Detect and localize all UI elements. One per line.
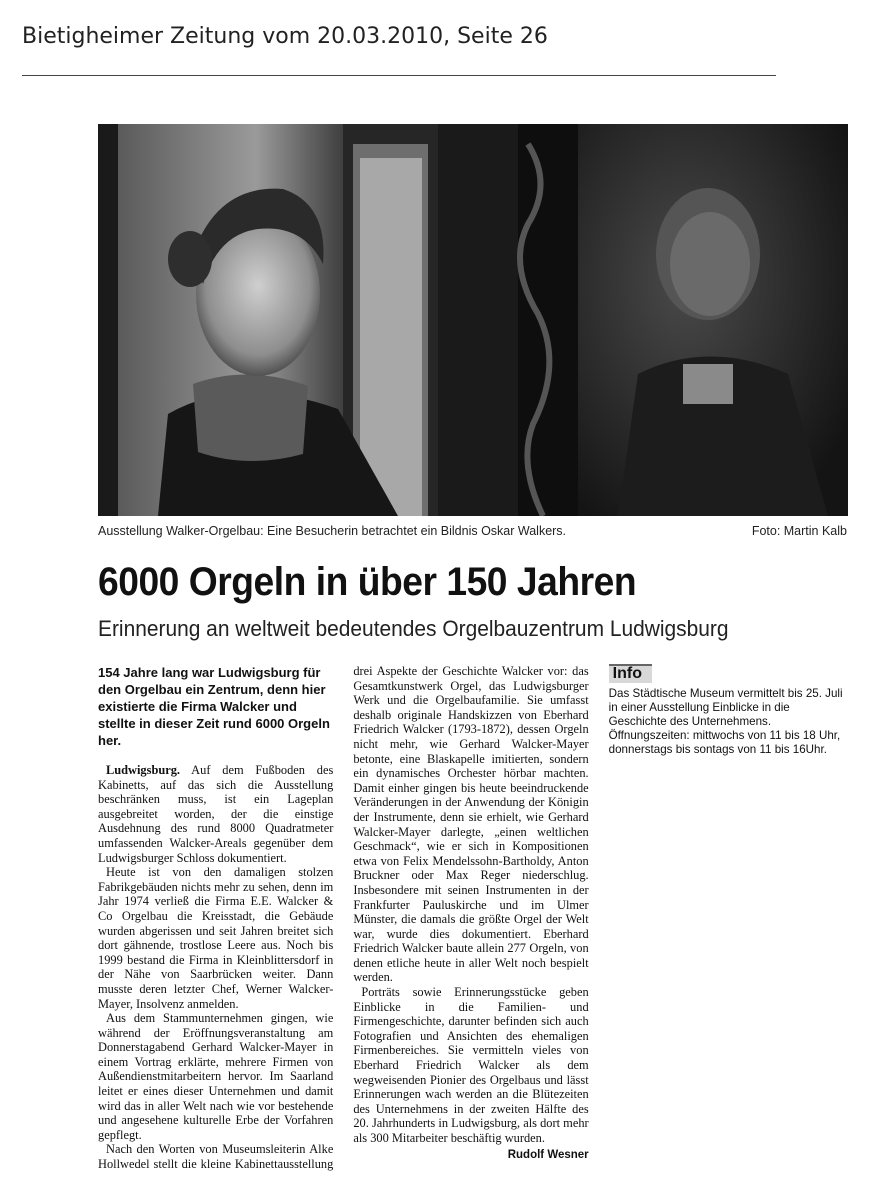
article-paragraph-text: Auf dem Fußboden des Kabinetts, auf das sich die Ausstellung beschränken muss, ist ein Lageplan ausgebreitet worden, der die einstige Ausdehnung des rund 8000 Quadratmeter umfassenden Walcker-Areals gegenüber dem Ludwigsburger Schloss dokumentiert. (98, 763, 334, 865)
article-paragraph: Aus dem Stammunternehmen gingen, wie während der Eröffnungsveranstaltung am Donnerstagabend Gerhard Walcker-Mayer in einem Vortrag erklärte, mehrere Firmen von Außendienstmitarbeitern hervor. Im Saarland leitet er eines dieser Unternehmen und damit wird das in aller Welt nach wie vor bestehende und angesehene kulturelle Erbe der Vorfahren gepflegt. (98, 1011, 334, 1142)
photo-credit: Foto: Martin Kalb (751, 524, 847, 538)
info-text: Das Städtische Museum vermittelt bis 25. Juli in einer Ausstellung Einblicke in die Geschichte des Unternehmens. Öffnungszeiten: mittwochs von 11 bis 18 Uhr, donnerstags bis sontags von 11 bis 16Uhr. (608, 686, 843, 756)
article-paragraph: Heute ist von den damaligen stolzen Fabrikgebäuden nichts mehr zu sehen, denn im Jahr 1974 verließ die Firma E.E. Walcker & Co Orgelbau die Kreisstadt, die Gebäude wurden abgerissen und seit Jahren breitet sich dort gähnende, trostlose Leere aus. Noch bis 1999 bestand die Firma in Kleinblittersdorf in der Nähe von Saarbrücken weiter. Dann musste deren letzter Chef, Werner Walcker-Mayer, Insolvenz anmelden. (98, 865, 334, 1011)
header-rule (22, 75, 776, 76)
article-author: Rudolf Wesner (507, 1148, 589, 1161)
info-title: Info (609, 664, 652, 683)
photo-caption: Ausstellung Walker-Orgelbau: Eine Besucherin betrachtet ein Bildnis Oskar Walkers. (98, 524, 567, 538)
article-body (98, 664, 844, 1180)
article-paragraph (98, 763, 333, 865)
info-box (609, 664, 844, 757)
photo-illustration (98, 124, 848, 516)
article-dateline: Ludwigsburg. (106, 763, 181, 777)
article-paragraph: Porträts sowie Erinnerungsstücke geben Einblicke in die Familien- und Firmengeschichte, darunter befinden sich auch Fotografien und Ansichten des ehemaligen Firmenbereiches. Sie vermitteln vieles von Eberhard Friedrich Walcker als dem wegweisenden Pionier des Orgelbaus und lässt Erinnerungen wach werden an die Blütezeiten des Unternehmens in der zweiten Hälfte des 20. Jahrhunderts in Ludwigsburg, als dort mehr als 300 Mitarbeiter beschäftig wurden. (353, 985, 589, 1145)
article-subheadline: Erinnerung an weltweit bedeutendes Orgelbauzentrum Ludwigsburg (98, 616, 729, 641)
article-paragraph: Nach den Worten von Museumsleiterin Alke Hollwedel stellt die kleine Kabinettausstellung drei Aspekte der Geschichte Walcker vor: das Gesamtkunstwerk Orgel, das Ludwigsburger Werk und die Orgelbaufamilie. Sie umfasst deshalb originale Handskizzen von Eberhard Friedrich Walcker (1793-1872), dessen Orgeln nicht mehr, wie Gerhard Walcker-Mayer betonte, eine Blaskapelle imitierten, sondern ein dynamisches Orchester hörbar machten. Damit einher gingen bis heute beeindruckende Veränderungen in der Anwendung der Königin der Instrumente, denn sie erhielt, wie Gerhard Walcker-Mayer darlegte, „einen weltlichen Geschmack“, wie er sich in Kompositionen etwa von Felix Mendelssohn-Bartholdy, Anton Bruckner oder Max Reger niederschlug. Insbesondere mit seinen Instrumenten in der Frankfurter Pauluskirche und im Ulmer Münster, die damals die größte Orgel der Welt war, wurde dies dokumentiert. Eberhard Friedrich Walcker baute allein 277 Orgeln, von denen etliche heute in aller Welt noch bespielt werden. (98, 664, 589, 1172)
article-headline: 6000 Orgeln in über 150 Jahren (98, 560, 637, 604)
article-photo (98, 124, 848, 516)
newspaper-header: Bietigheimer Zeitung vom 20.03.2010, Seite 26 (22, 24, 548, 49)
article-lead: 154 Jahre lang war Ludwigsburg für den Orgelbau ein Zentrum, denn hier existierte die Firma Walcker und stellte in dieser Zeit rund 6000 Orgeln her. (98, 665, 330, 748)
